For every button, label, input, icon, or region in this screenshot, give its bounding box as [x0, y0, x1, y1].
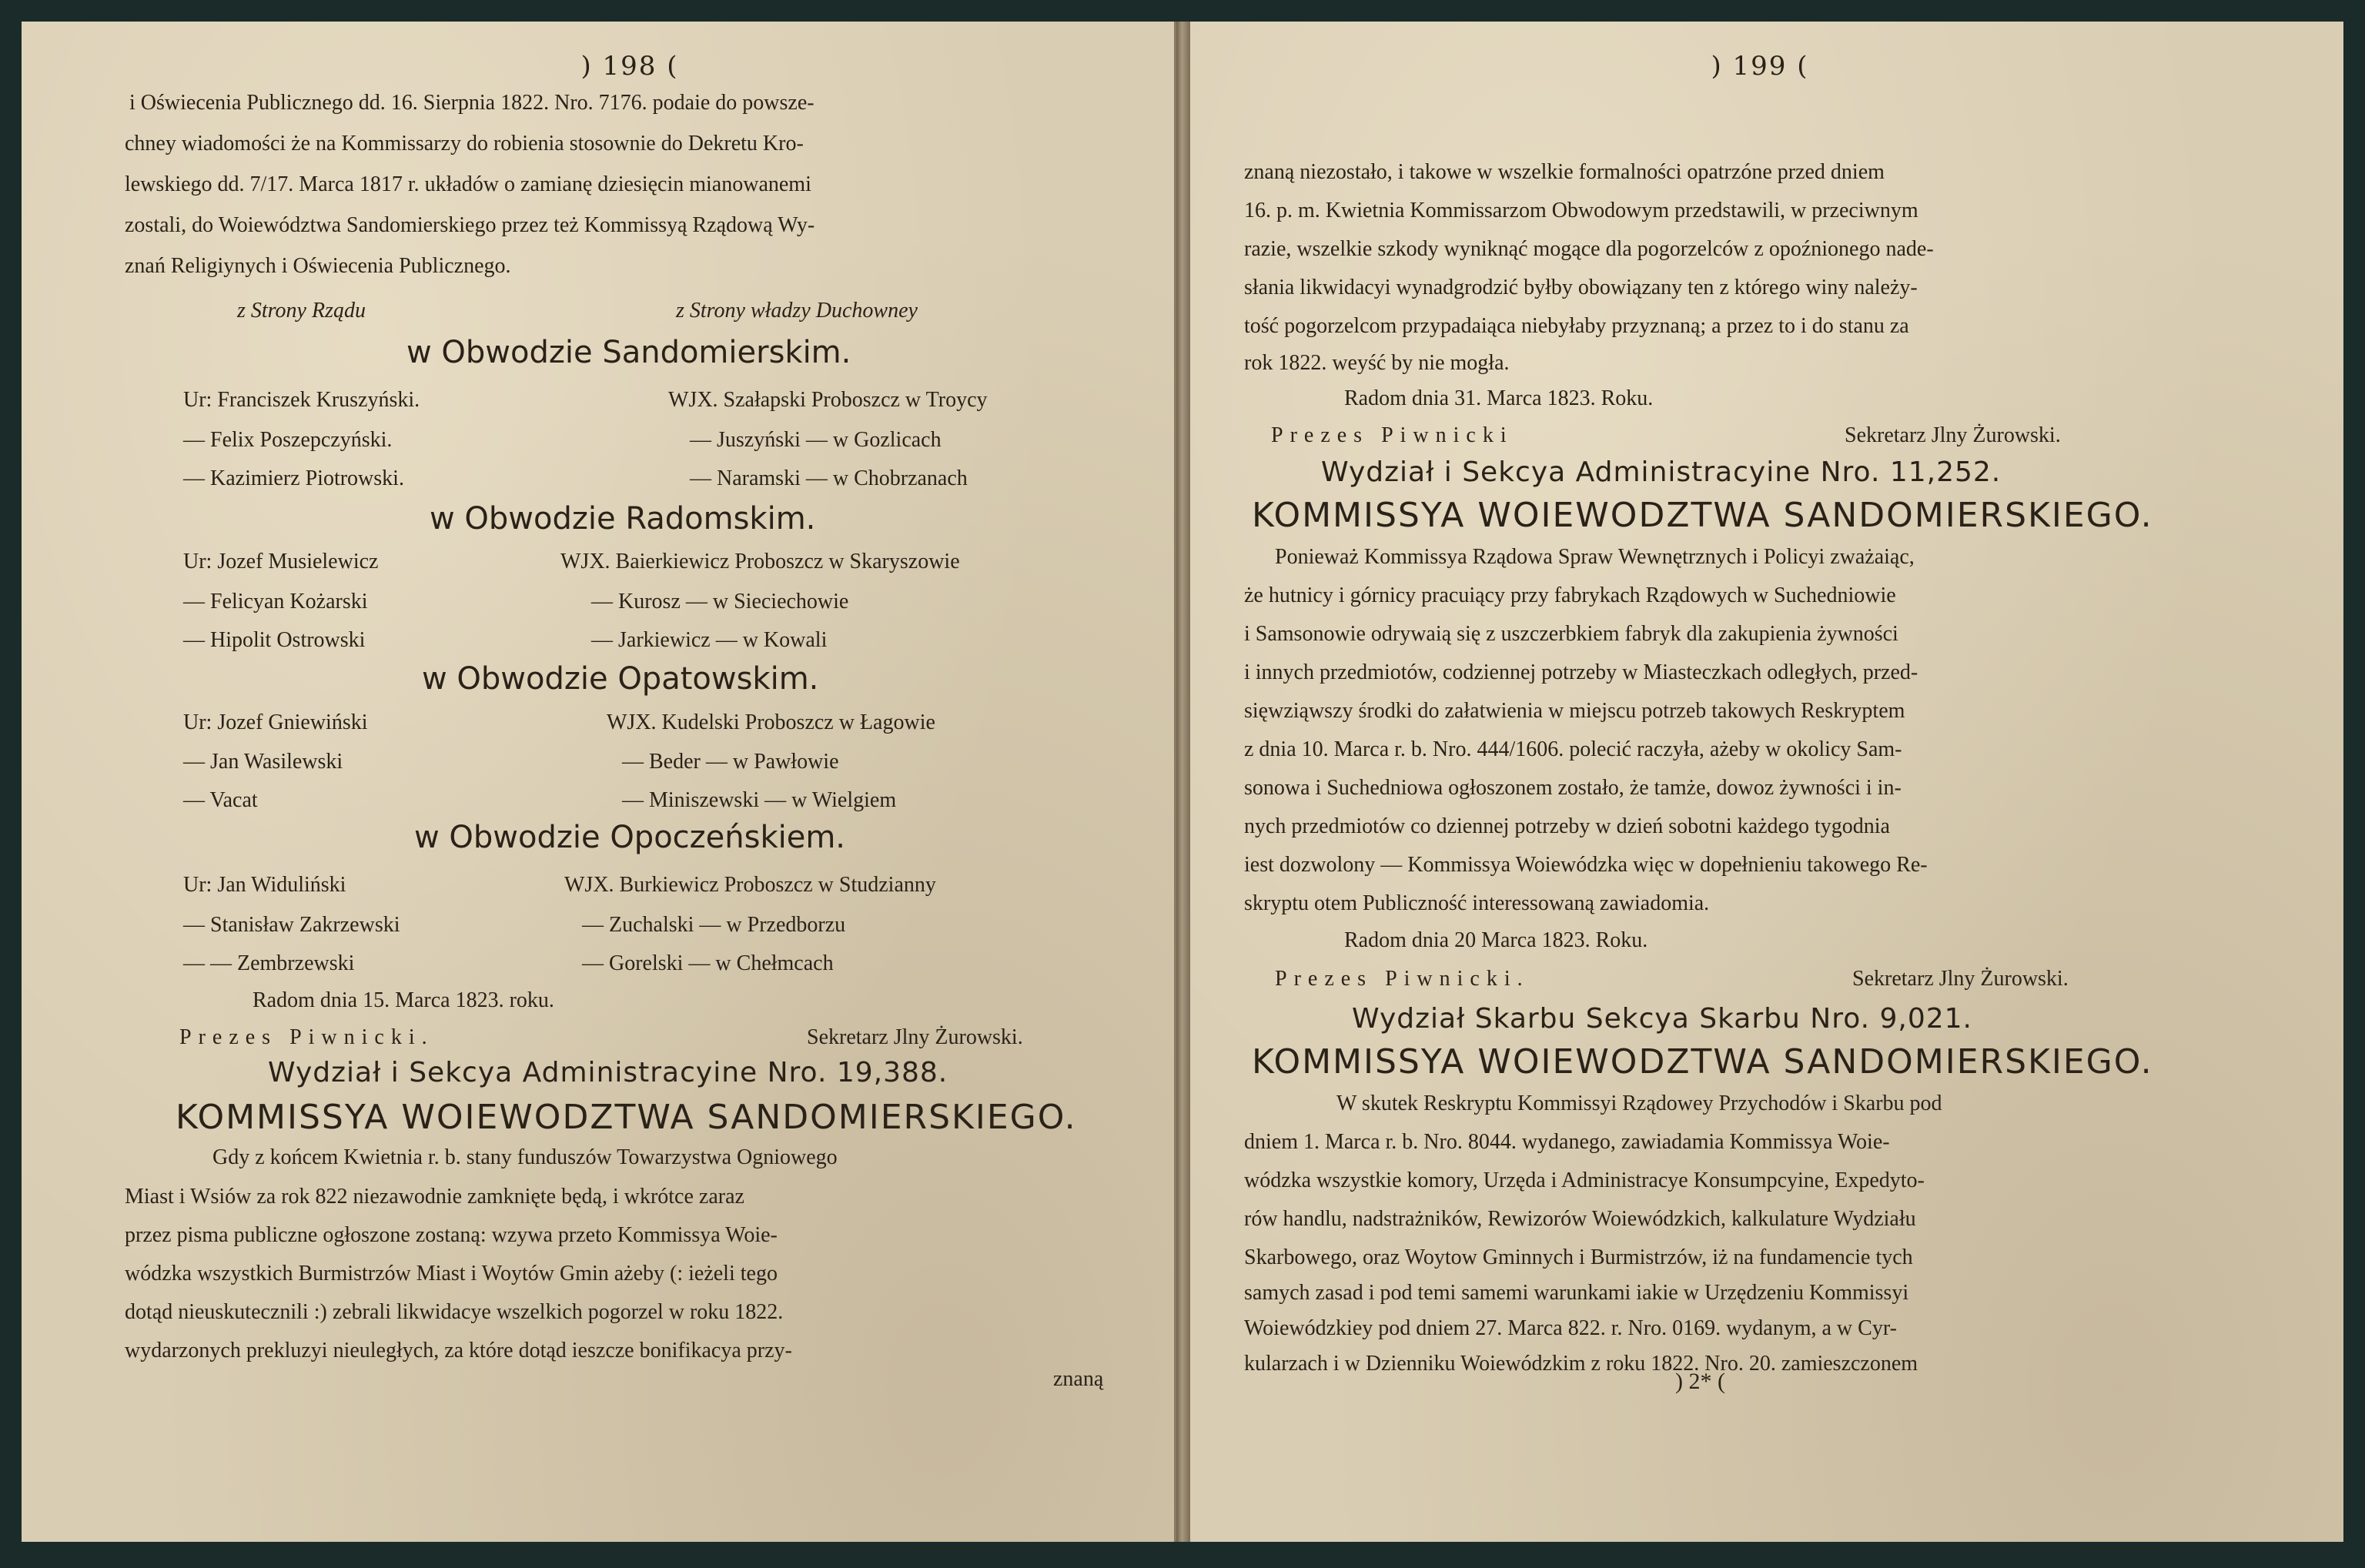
body-line: sonowa i Suchedniowa ogłoszonem zostało, że tamże, dowoz żywności i in-	[1244, 776, 1902, 800]
body-line: dotąd nieuskutecznili :) zebrali likwidacye wszelkich pogorzel w roku 1822.	[125, 1300, 784, 1324]
official-name: — Kazimierz Piotrowski.	[183, 466, 404, 490]
clergy-name: — Kurosz — w Sieciechowie	[591, 590, 849, 613]
body-line: rów handlu, nadstrażników, Rewizorów Woiewódzkich, kalkulature Wydziału	[1244, 1207, 1916, 1231]
body-line: wydarzonych prekluzyi nieuległych, za które dotąd ieszcze bonifikacya przy-	[125, 1339, 792, 1362]
body-line: nych przedmiotów co dziennej potrzeby w dzień sobotni każdego tygodnia	[1244, 814, 1890, 838]
body-line: rok 1822. weyść by nie mogła.	[1244, 351, 1510, 375]
district-title: w Obwodzie Sandomierskim.	[406, 335, 851, 370]
page-number: ) 199 (	[1711, 51, 1809, 82]
body-line: i innych przedmiotów, codziennej potrzeby w Miasteczkach odległych, przed-	[1244, 660, 1918, 684]
prezes-signature: Prezes Piwnicki.	[179, 1025, 434, 1049]
body-line: Woiewódzkiey pod dniem 27. Marca 822. r. Nro. 0169. wydanym, a w Cyr-	[1244, 1316, 1897, 1340]
clergy-name: — Jarkiewicz — w Kowali	[591, 628, 828, 652]
clergy-name: WJX. Baierkiewicz Proboszcz w Skaryszowie	[560, 550, 960, 573]
official-name: — Stanisław Zakrzewski	[183, 913, 400, 937]
body-line: tość pogorzelcom przypadaiąca niebyłaby przyznaną; a przez to i do stanu za	[1244, 314, 1909, 338]
intro-line: i Oświecenia Publicznego dd. 16. Sierpnia 1822. Nro. 7176. podaie do powsze-	[129, 91, 815, 115]
signature-mark: ) 2* (	[1675, 1369, 1725, 1394]
column-header-government: z Strony Rządu	[237, 299, 366, 323]
body-line: dniem 1. Marca r. b. Nro. 8044. wydanego, zawiadamia Kommissya Woie-	[1244, 1130, 1890, 1154]
official-name: Ur: Jan Widuliński	[183, 873, 346, 897]
body-line: kularzach i w Dzienniku Woiewódzkim z roku 1822. Nro. 20. zamieszczonem	[1244, 1352, 1918, 1376]
body-line: samych zasad i pod temi samemi warunkami iakie w Urzędzeniu Kommissyi	[1244, 1281, 1909, 1305]
book-spread	[22, 22, 2343, 1542]
body-line: znaną niezostało, i takowe w wszelkie formalności opatrzóne przed dniem	[1244, 160, 1885, 184]
book-gutter	[1176, 22, 1190, 1542]
body-line: skryptu otem Publiczność interessowaną zawiadomia.	[1244, 891, 1710, 915]
official-name: — Vacat	[183, 788, 258, 812]
date-line: Radom dnia 31. Marca 1823. Roku.	[1344, 386, 1654, 410]
official-name: Ur: Jozef Musielewicz	[183, 550, 379, 573]
body-line: wódzka wszystkich Burmistrzów Miast i Woytów Gmin ażeby (: ieżeli tego	[125, 1262, 778, 1285]
left-page	[22, 22, 1176, 1542]
right-page	[1190, 22, 2343, 1542]
official-name: — Jan Wasilewski	[183, 750, 343, 774]
official-name: — Felicyan Kożarski	[183, 590, 368, 613]
kommissya-heading: KOMMISSYA WOIEWODZTWA SANDOMIERSKIEGO.	[1252, 496, 2153, 535]
clergy-name: — Juszyński — w Gozlicach	[690, 428, 942, 452]
body-line: wódzka wszystkie komory, Urzęda i Administracye Konsumpcyine, Expedyto-	[1244, 1168, 1925, 1192]
official-name: — Felix Poszepczyński.	[183, 428, 393, 452]
clergy-name: — Naramski — w Chobrzanach	[690, 466, 968, 490]
kommissya-heading: KOMMISSYA WOIEWODZTWA SANDOMIERSKIEGO.	[1252, 1042, 2153, 1082]
clergy-name: WJX. Burkiewicz Proboszcz w Studzianny	[564, 873, 936, 897]
wydzial-heading: Wydział i Sekcya Administracyine Nro. 19,388.	[268, 1057, 948, 1088]
body-line: przez pisma publiczne ogłoszone zostaną: wzywa przeto Kommissya Woie-	[125, 1223, 778, 1247]
official-name: — Hipolit Ostrowski	[183, 628, 366, 652]
body-line: Skarbowego, oraz Woytow Gminnych i Burmistrzów, iż na fundamencie tych	[1244, 1245, 1913, 1269]
official-name: Ur: Jozef Gniewiński	[183, 710, 368, 734]
clergy-name: — Miniszewski — w Wielgiem	[622, 788, 897, 812]
date-line: Radom dnia 20 Marca 1823. Roku.	[1344, 928, 1648, 952]
clergy-name: WJX. Szałapski Proboszcz w Troycy	[668, 388, 988, 412]
clergy-name: WJX. Kudelski Proboszcz w Łagowie	[607, 710, 935, 734]
wydzial-heading: Wydział i Sekcya Administracyine Nro. 11,252.	[1321, 456, 2002, 488]
district-title: w Obwodzie Radomskim.	[430, 501, 816, 537]
body-line: iest dozwolony — Kommissya Woiewódzka więc w dopełnieniu takowego Re-	[1244, 853, 1928, 877]
intro-line: lewskiego dd. 7/17. Marca 1817 r. układów o zamianę dziesięcin mianowanemi	[125, 172, 811, 196]
body-line: że hutnicy i górnicy pracuiący przy fabrykach Rządowych w Suchedniowie	[1244, 583, 1896, 607]
district-title: w Obwodzie Opatowskim.	[422, 661, 819, 697]
district-title: w Obwodzie Opoczeńskiem.	[414, 820, 846, 855]
body-line: i Samsonowie odrywaią się z uszczerbkiem fabryk dla zakupienia żywności	[1244, 622, 1898, 646]
official-name: Ur: Franciszek Kruszyński.	[183, 388, 420, 412]
body-line: Gdy z końcem Kwietnia r. b. stany funduszów Towarzystwa Ogniowego	[212, 1145, 838, 1169]
prezes-signature: Prezes Piwnicki.	[1275, 967, 1530, 991]
body-line: Ponieważ Kommissya Rządowa Spraw Wewnętrznych i Policyi zważaiąc,	[1275, 545, 1915, 569]
date-line: Radom dnia 15. Marca 1823. roku.	[253, 988, 554, 1012]
page-number: ) 198 (	[580, 51, 679, 82]
sekretarz-signature: Sekretarz Jlny Żurowski.	[1845, 423, 2061, 447]
body-line: z dnia 10. Marca r. b. Nro. 444/1606. polecić raczyła, ażeby w okolicy Sam-	[1244, 737, 1902, 761]
body-line: 16. p. m. Kwietnia Kommissarzom Obwodowym przedstawili, w przeciwnym	[1244, 199, 1918, 222]
intro-line: zostali, do Woiewództwa Sandomierskiego przez też Kommissyą Rządową Wy-	[125, 213, 815, 237]
clergy-name: — Zuchalski — w Przedborzu	[582, 913, 846, 937]
prezes-signature: Prezes Piwnicki	[1271, 423, 1514, 447]
kommissya-heading: KOMMISSYA WOIEWODZTWA SANDOMIERSKIEGO.	[176, 1098, 1077, 1137]
body-line: razie, wszelkie szkody wyniknąć mogące dla pogorzelców z opoźnionego nade-	[1244, 237, 1934, 261]
sekretarz-signature: Sekretarz Jlny Żurowski.	[1852, 967, 2069, 991]
intro-line: znań Religiynych i Oświecenia Publicznego.	[125, 254, 511, 278]
column-header-clergy: z Strony władzy Duchowney	[676, 299, 918, 323]
official-name: — — Zembrzewski	[183, 951, 355, 975]
intro-line: chney wiadomości że na Kommissarzy do robienia stosownie do Dekretu Kro-	[125, 132, 804, 155]
clergy-name: — Gorelski — w Chełmcach	[582, 951, 834, 975]
catchword: znaną	[1053, 1367, 1104, 1391]
sekretarz-signature: Sekretarz Jlny Żurowski.	[807, 1025, 1023, 1049]
body-line: W skutek Reskryptu Kommissyi Rządowey Przychodów i Skarbu pod	[1336, 1092, 1942, 1115]
wydzial-heading: Wydział Skarbu Sekcya Skarbu Nro. 9,021.	[1352, 1003, 1973, 1035]
body-line: Miast i Wsiów za rok 822 niezawodnie zamknięte będą, i wkrótce zaraz	[125, 1185, 744, 1209]
body-line: sięwziąwszy środki do załatwienia w miejscu potrzeb takowych Reskryptem	[1244, 699, 1905, 723]
clergy-name: — Beder — w Pawłowie	[622, 750, 839, 774]
body-line: słania likwidacyi wynadgrodzić byłby obowiązany ten z którego winy należy-	[1244, 276, 1918, 299]
